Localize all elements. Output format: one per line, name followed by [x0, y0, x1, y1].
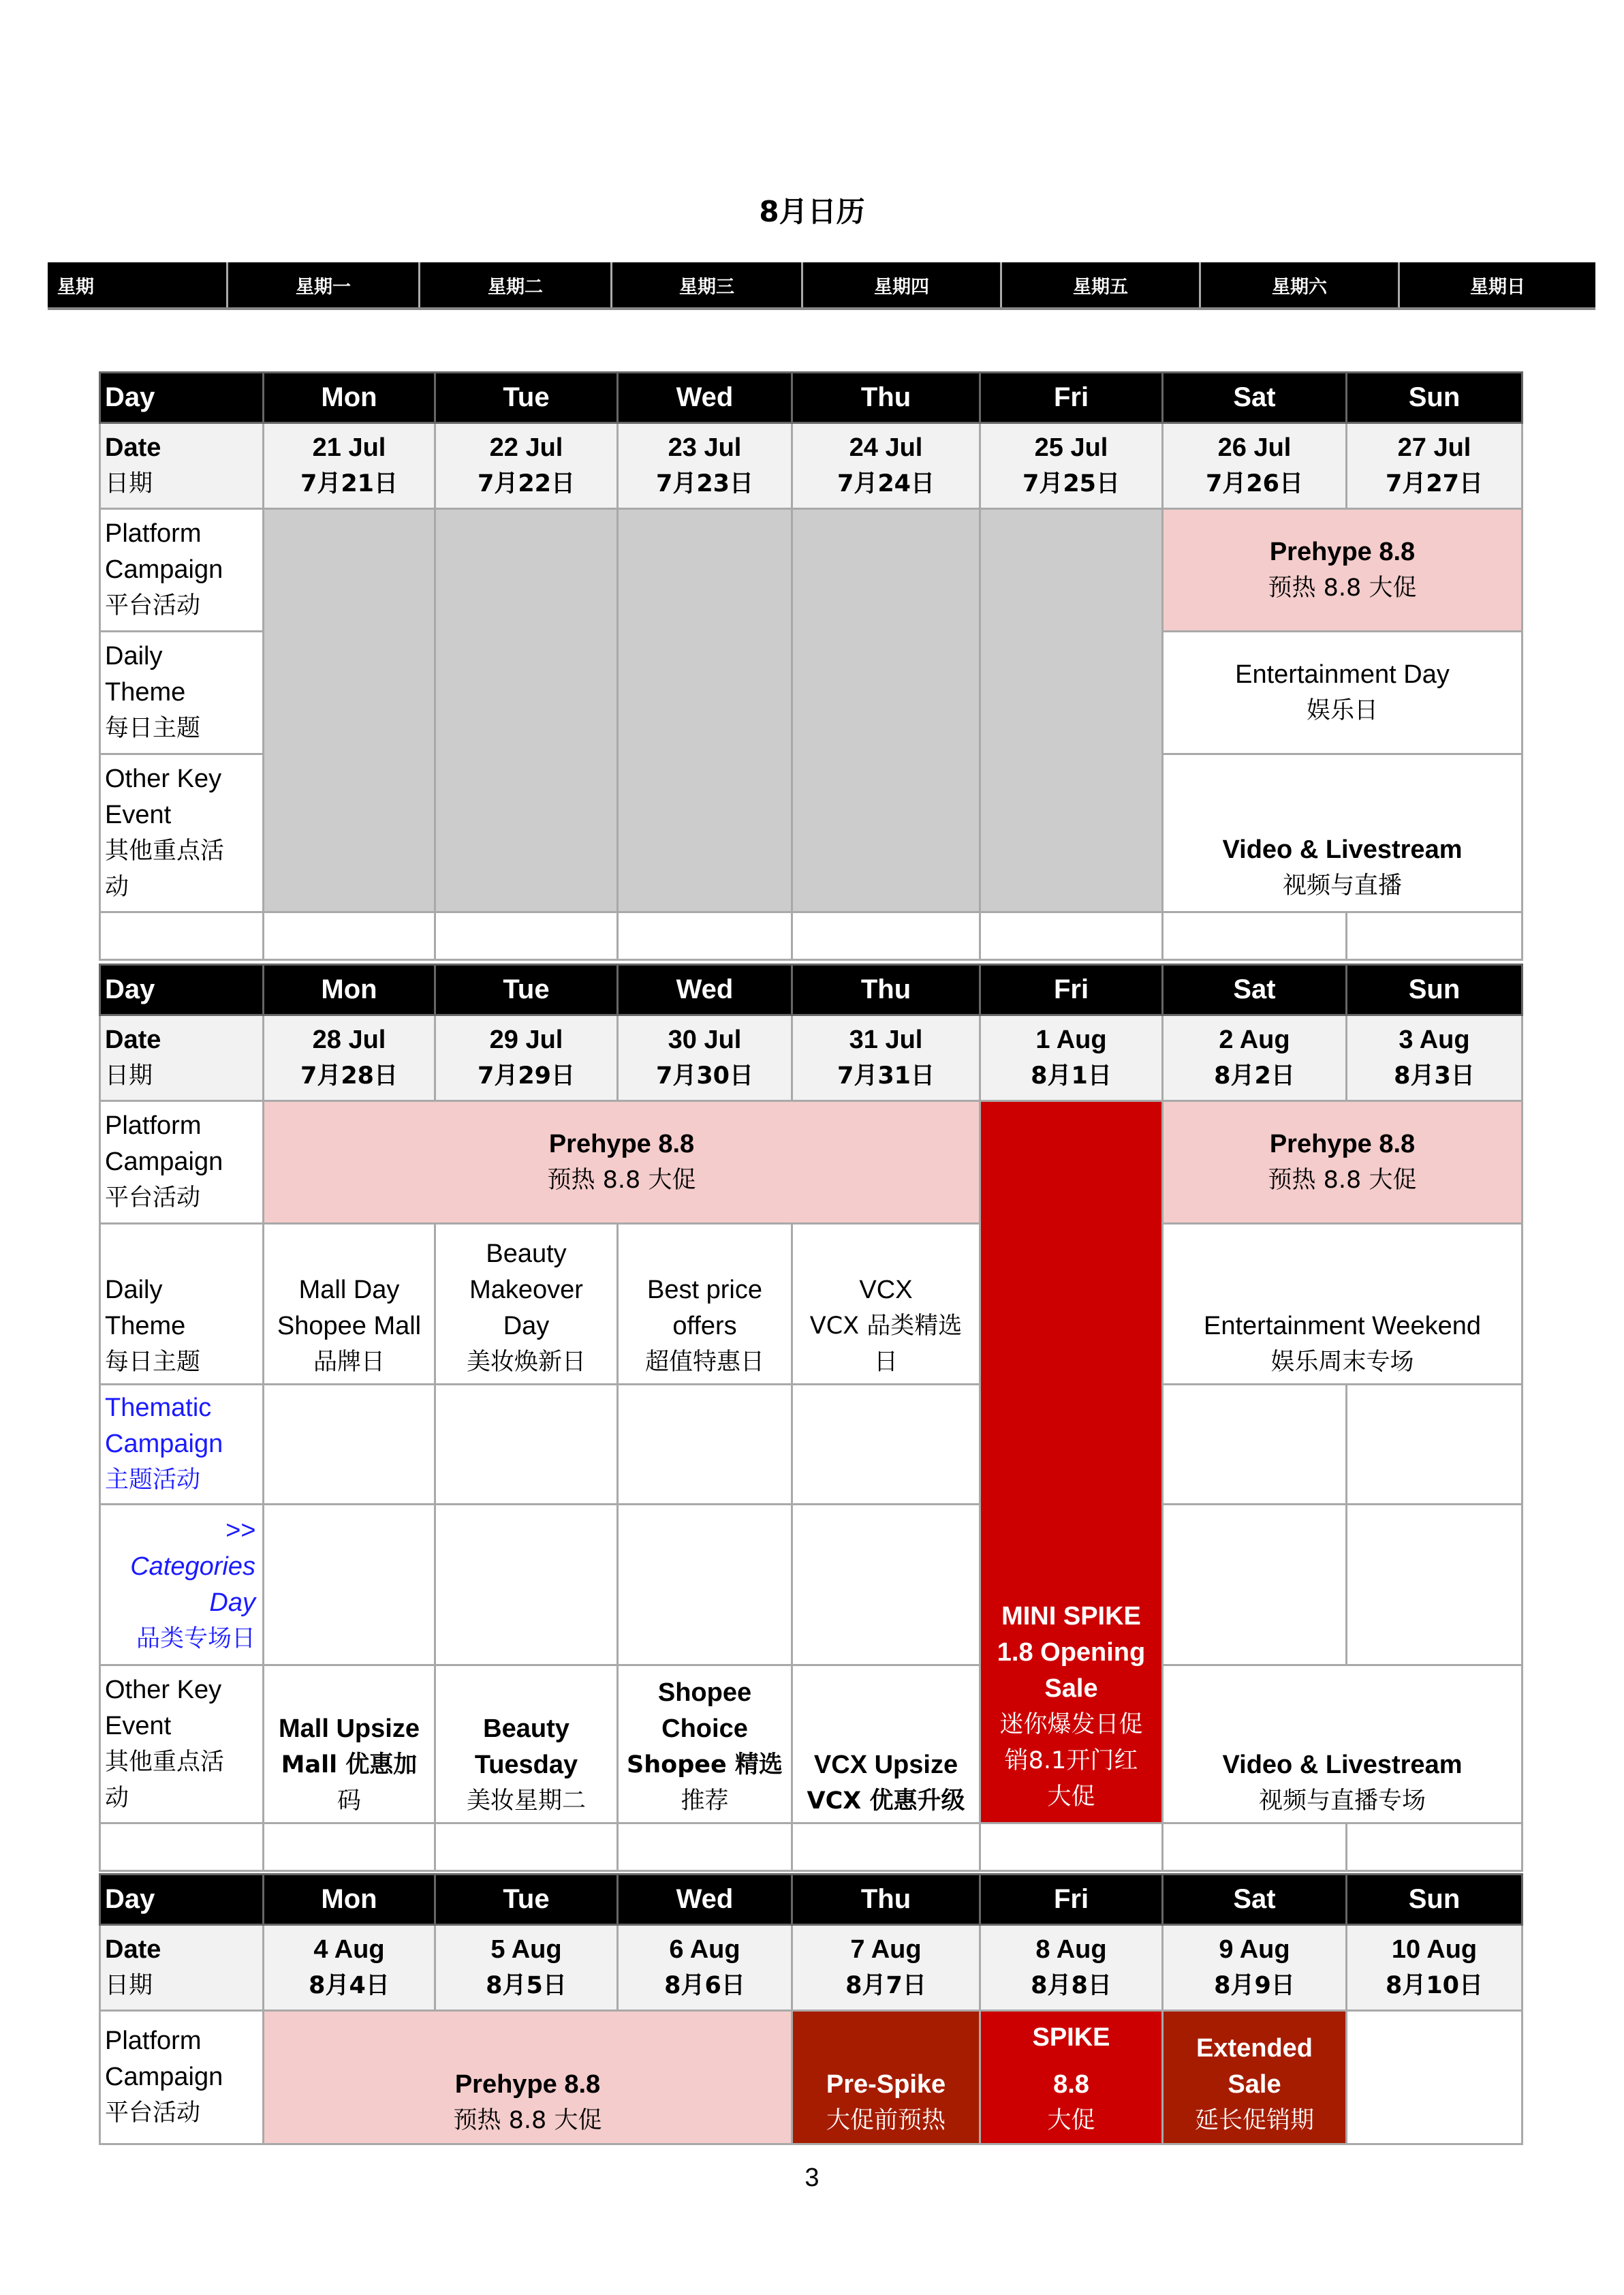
video-en: Video & Livestream	[1222, 835, 1463, 864]
extended-sale-cell	[1163, 2011, 1347, 2144]
day-label: Day	[100, 965, 264, 1015]
empty-cell	[1347, 1385, 1522, 1505]
date-cell	[1163, 1015, 1347, 1101]
categories-label	[100, 1505, 264, 1665]
ext-line-cn: 延长促销期	[1194, 2107, 1314, 2134]
date-cn: 8月5日	[486, 1971, 567, 1999]
theme-line-cn: VCX 品类精选	[809, 1312, 963, 1340]
spike-88-cell	[980, 2011, 1163, 2144]
date-cn: 7月26日	[1205, 469, 1304, 497]
empty-grey-cell	[618, 509, 792, 912]
empty-grey-cell	[792, 509, 980, 912]
calendar-week-2	[99, 964, 1523, 1872]
day-fri: Fri	[980, 373, 1163, 423]
spike-line: MINI SPIKE	[1001, 1602, 1141, 1631]
day-label: Day	[100, 373, 264, 423]
theme-cell	[792, 1224, 980, 1385]
empty-cell	[264, 1505, 435, 1665]
weekbar-fri: 星期五	[1000, 262, 1199, 307]
date-row	[100, 423, 1522, 509]
date-en: 23 Jul	[668, 433, 742, 462]
date-cn: 7月31日	[837, 1062, 935, 1090]
weekbar-mon: 星期一	[226, 262, 418, 307]
label-line: Platform	[105, 2027, 202, 2055]
prehype-cell	[264, 2011, 792, 2144]
theme-cn: 娱乐日	[1306, 696, 1378, 724]
date-cell	[264, 1925, 435, 2011]
date-en: 9 Aug	[1219, 1935, 1290, 1964]
date-en: 25 Jul	[1034, 433, 1108, 462]
weekbar-wed: 星期三	[610, 262, 801, 307]
header-row	[100, 373, 1522, 423]
label-line-cn: 平台活动	[105, 592, 201, 619]
event-line-cn: VCX 优惠升级	[807, 1787, 965, 1815]
date-label-en: Date	[105, 1935, 161, 1964]
date-cell	[980, 1925, 1163, 2011]
day-sat: Sat	[1163, 965, 1347, 1015]
daily-theme-label	[100, 1224, 264, 1385]
event-line: Mall Upsize	[279, 1714, 420, 1743]
event-cell	[435, 1665, 618, 1823]
ext-line: Sale	[1228, 2070, 1281, 2099]
platform-row	[100, 509, 1522, 632]
label-line: Theme	[105, 1312, 186, 1340]
event-line: VCX Upsize	[813, 1751, 958, 1779]
empty-cell	[1163, 1505, 1347, 1665]
theme-line: Makeover	[469, 1276, 583, 1304]
spike-line-cn: 迷你爆发日促	[999, 1711, 1143, 1738]
empty-cell	[264, 1385, 435, 1505]
theme-cell	[1163, 632, 1522, 754]
date-cell	[435, 1925, 618, 2011]
empty-cell	[618, 1385, 792, 1505]
date-en: 2 Aug	[1219, 1025, 1290, 1054]
label-line: Campaign	[105, 1148, 223, 1176]
label-line: Platform	[105, 1111, 202, 1140]
empty-cell	[435, 1505, 618, 1665]
event-line-cn: 码	[337, 1787, 361, 1815]
day-mon: Mon	[264, 1875, 435, 1925]
platform-label	[100, 1101, 264, 1224]
empty-cell	[1347, 1505, 1522, 1665]
date-cn: 7月29日	[477, 1062, 576, 1090]
prehype-cn: 预热 8.8 大促	[453, 2107, 602, 2134]
date-cn: 7月25日	[1022, 469, 1121, 497]
label-line-cn: 其他重点活	[105, 837, 225, 865]
theme-line: Beauty	[486, 1239, 567, 1268]
day-mon: Mon	[264, 965, 435, 1015]
event-line-cn: Mall 优惠加	[281, 1751, 418, 1778]
day-sun: Sun	[1347, 1875, 1522, 1925]
event-line-cn: Shopee 精选	[627, 1751, 783, 1778]
event-line: Shopee	[657, 1678, 752, 1707]
day-wed: Wed	[618, 1875, 792, 1925]
date-cn: 8月1日	[1031, 1062, 1112, 1090]
platform-row	[100, 1101, 1522, 1224]
label-line: Categories	[130, 1552, 255, 1581]
label-line: Theme	[105, 678, 186, 707]
day-fri: Fri	[980, 1875, 1163, 1925]
prehype-cn: 预热 8.8 大促	[1268, 574, 1417, 602]
date-row	[100, 1925, 1522, 2011]
day-tue: Tue	[435, 965, 618, 1015]
date-label	[100, 1925, 264, 2011]
event-cell	[618, 1665, 792, 1823]
label-line: Campaign	[105, 555, 223, 584]
label-line-cn: 动	[105, 873, 129, 901]
date-cn: 7月22日	[477, 469, 576, 497]
video-cell	[1163, 1665, 1522, 1823]
page-title: 8月日历	[759, 195, 865, 228]
day-fri: Fri	[980, 965, 1163, 1015]
label-line: Thematic	[105, 1393, 212, 1422]
empty-grey-cell	[980, 509, 1163, 912]
day-thu: Thu	[792, 965, 980, 1015]
date-cn: 8月10日	[1385, 1971, 1484, 1999]
empty-grey-cell	[435, 509, 618, 912]
prehype-cell	[1163, 1101, 1522, 1224]
platform-label	[100, 2011, 264, 2144]
calendar-week-3	[99, 1873, 1523, 2145]
day-sun: Sun	[1347, 965, 1522, 1015]
empty-cell	[1163, 1385, 1347, 1505]
event-line-cn: 推荐	[681, 1787, 729, 1815]
date-en: 21 Jul	[312, 433, 386, 462]
daily-theme-label	[100, 632, 264, 754]
day-tue: Tue	[435, 1875, 618, 1925]
event-line: Choice	[661, 1714, 748, 1743]
date-cell	[618, 423, 792, 509]
date-en: 8 Aug	[1035, 1935, 1107, 1964]
date-en: 31 Jul	[849, 1025, 923, 1054]
theme-line: offers	[672, 1312, 737, 1340]
theme-cell	[435, 1224, 618, 1385]
empty-cell	[618, 1505, 792, 1665]
date-cell	[264, 1015, 435, 1101]
date-cell	[792, 1015, 980, 1101]
mini-spike-cell	[980, 1101, 1163, 1823]
date-cn: 8月6日	[664, 1971, 745, 1999]
date-cell	[1347, 1925, 1522, 2011]
date-cell	[980, 1015, 1163, 1101]
theme-line: Best price	[647, 1276, 762, 1304]
prehype-en: Prehype 8.8	[1269, 1129, 1416, 1158]
date-cn: 7月21日	[300, 469, 399, 497]
spike-line-cn: 大促	[1047, 1783, 1095, 1811]
date-en: 10 Aug	[1391, 1935, 1478, 1964]
spike-line-cn: 销8.1开门红	[1004, 1747, 1138, 1774]
theme-line: Mall Day	[298, 1276, 400, 1304]
platform-row	[100, 2011, 1522, 2144]
weekbar-sun: 星期日	[1398, 262, 1595, 307]
spacer-row	[100, 1823, 1522, 1871]
theme-line-cn: 超值特惠日	[644, 1349, 764, 1376]
video-cn: 视频与直播	[1282, 872, 1402, 899]
empty-grey-cell	[264, 509, 435, 912]
prehype-en: Prehype 8.8	[548, 1129, 695, 1158]
label-line: Platform	[105, 519, 202, 548]
calendar-week-1	[99, 371, 1523, 961]
date-label-en: Date	[105, 433, 161, 462]
weekend-cn: 娱乐周末专场	[1270, 1349, 1414, 1376]
label-line: Other Key	[105, 764, 222, 793]
date-cell	[264, 423, 435, 509]
day-label: Day	[100, 1875, 264, 1925]
day-mon: Mon	[264, 373, 435, 423]
header-row	[100, 965, 1522, 1015]
label-line-cn: 每日主题	[105, 715, 201, 742]
label-line-cn: 主题活动	[105, 1466, 201, 1494]
date-cn: 8月9日	[1214, 1971, 1295, 1999]
date-cell	[618, 1925, 792, 2011]
label-line-cn: 其他重点活	[105, 1748, 225, 1776]
other-event-label	[100, 1665, 264, 1823]
thematic-row	[100, 1385, 1522, 1505]
date-en: 7 Aug	[850, 1935, 922, 1964]
date-cell	[1347, 1015, 1522, 1101]
date-label-cn: 日期	[105, 1062, 153, 1090]
date-cell	[1163, 423, 1347, 509]
date-cn: 8月4日	[309, 1971, 390, 1999]
label-line: Daily	[105, 642, 163, 671]
day-thu: Thu	[792, 1875, 980, 1925]
weekbar-tue: 星期二	[418, 262, 610, 307]
prehype-en: Prehype 8.8	[1269, 537, 1416, 566]
date-cn: 7月23日	[655, 469, 754, 497]
prehype-cell	[264, 1101, 980, 1224]
date-en: 6 Aug	[669, 1935, 740, 1964]
date-label-en: Date	[105, 1025, 161, 1054]
theme-en: Entertainment Day	[1235, 660, 1450, 689]
date-en: 1 Aug	[1035, 1025, 1107, 1054]
header-row	[100, 1875, 1522, 1925]
label-line-cn: 平台活动	[105, 1184, 201, 1212]
day-wed: Wed	[618, 373, 792, 423]
date-cn: 7月24日	[837, 469, 935, 497]
date-en: 27 Jul	[1397, 433, 1471, 462]
empty-cell	[792, 1385, 980, 1505]
date-label-cn: 日期	[105, 469, 153, 497]
day-wed: Wed	[618, 965, 792, 1015]
spike-line: 8.8	[1053, 2070, 1089, 2099]
label-line-cn: 动	[105, 1784, 129, 1812]
date-cn: 7月27日	[1385, 469, 1484, 497]
event-cell	[264, 1665, 435, 1823]
date-cell	[792, 423, 980, 509]
label-line: Campaign	[105, 1430, 223, 1458]
theme-line: Day	[503, 1312, 550, 1340]
date-cell	[792, 1925, 980, 2011]
date-cell	[1163, 1925, 1347, 2011]
prehype-en: Prehype 8.8	[454, 2070, 601, 2099]
video-en: Video & Livestream	[1222, 1751, 1463, 1779]
other-event-row	[100, 1665, 1522, 1823]
date-label-cn: 日期	[105, 1971, 153, 1999]
theme-line: Shopee Mall	[277, 1312, 422, 1340]
prehype-cn: 预热 8.8 大促	[1268, 1166, 1417, 1194]
label-line-cn: 品类专场日	[136, 1624, 255, 1652]
weekbar-thu: 星期四	[801, 262, 1000, 307]
spike-line-cn: 大促	[1047, 2107, 1095, 2134]
event-line: Tuesday	[474, 1751, 578, 1779]
prespike-en: Pre-Spike	[826, 2070, 946, 2099]
date-cn: 8月2日	[1214, 1062, 1295, 1090]
pre-spike-cell	[792, 2011, 980, 2144]
prespike-cn: 大促前预热	[826, 2107, 946, 2134]
spike-line: SPIKE	[1032, 2023, 1110, 2052]
prehype-cell	[1163, 509, 1522, 632]
daily-theme-row	[100, 1224, 1522, 1385]
spike-line: Sale	[1044, 1674, 1098, 1703]
day-tue: Tue	[435, 373, 618, 423]
date-cn: 8月8日	[1031, 1971, 1112, 1999]
date-cell	[1347, 423, 1522, 509]
spike-line: 1.8 Opening	[997, 1638, 1146, 1667]
theme-cell	[618, 1224, 792, 1385]
date-cn: 8月3日	[1394, 1062, 1475, 1090]
day-thu: Thu	[792, 373, 980, 423]
weekend-en: Entertainment Weekend	[1204, 1312, 1481, 1340]
date-en: 28 Jul	[312, 1025, 386, 1054]
date-cell	[980, 423, 1163, 509]
date-cn: 7月28日	[300, 1062, 399, 1090]
thematic-label	[100, 1385, 264, 1505]
date-en: 22 Jul	[489, 433, 563, 462]
date-en: 3 Aug	[1399, 1025, 1470, 1054]
label-line: >>	[225, 1515, 255, 1545]
date-row	[100, 1015, 1522, 1101]
date-cell	[618, 1015, 792, 1101]
video-cn: 视频与直播专场	[1258, 1787, 1426, 1815]
weekday-header-bar	[48, 262, 1595, 310]
empty-cell	[435, 1385, 618, 1505]
empty-cell	[1347, 2011, 1522, 2144]
day-sat: Sat	[1163, 1875, 1347, 1925]
label-line: Event	[105, 1711, 172, 1740]
page-number: 3	[805, 2163, 819, 2192]
video-cell	[1163, 754, 1522, 912]
date-cn: 8月7日	[845, 1971, 926, 1999]
theme-line-cn: 日	[873, 1349, 898, 1376]
date-en: 26 Jul	[1217, 433, 1292, 462]
weekend-theme-cell	[1163, 1224, 1522, 1385]
date-en: 5 Aug	[490, 1935, 562, 1964]
theme-line-cn: 美妆焕新日	[466, 1349, 586, 1376]
label-line: Daily	[105, 1276, 163, 1304]
label-line: Event	[105, 800, 172, 829]
prehype-cn: 预热 8.8 大促	[547, 1166, 696, 1194]
event-line: Beauty	[483, 1714, 569, 1743]
spacer-row	[100, 912, 1522, 960]
day-sat: Sat	[1163, 373, 1347, 423]
label-line: Other Key	[105, 1675, 222, 1704]
label-line-cn: 每日主题	[105, 1349, 201, 1376]
label-line: Day	[209, 1588, 255, 1617]
date-en: 30 Jul	[668, 1025, 742, 1054]
date-en: 4 Aug	[313, 1935, 385, 1964]
date-cell	[435, 1015, 618, 1101]
label-line: Campaign	[105, 2063, 223, 2091]
theme-line: VCX	[859, 1276, 913, 1304]
theme-line-cn: 品牌日	[313, 1349, 385, 1376]
event-cell	[792, 1665, 980, 1823]
other-event-label	[100, 754, 264, 912]
date-en: 29 Jul	[489, 1025, 563, 1054]
date-cell	[435, 423, 618, 509]
label-line-cn: 平台活动	[105, 2099, 201, 2127]
date-cn: 7月30日	[655, 1062, 754, 1090]
event-line-cn: 美妆星期二	[466, 1787, 586, 1815]
date-en: 24 Jul	[849, 433, 923, 462]
empty-cell	[792, 1505, 980, 1665]
platform-label	[100, 509, 264, 632]
ext-line: Extended	[1196, 2034, 1313, 2063]
categories-row	[100, 1505, 1522, 1665]
weekbar-label: 星期	[57, 276, 94, 298]
day-sun: Sun	[1347, 373, 1522, 423]
date-label	[100, 1015, 264, 1101]
weekbar-sat: 星期六	[1199, 262, 1398, 307]
theme-cell	[264, 1224, 435, 1385]
date-label	[100, 423, 264, 509]
